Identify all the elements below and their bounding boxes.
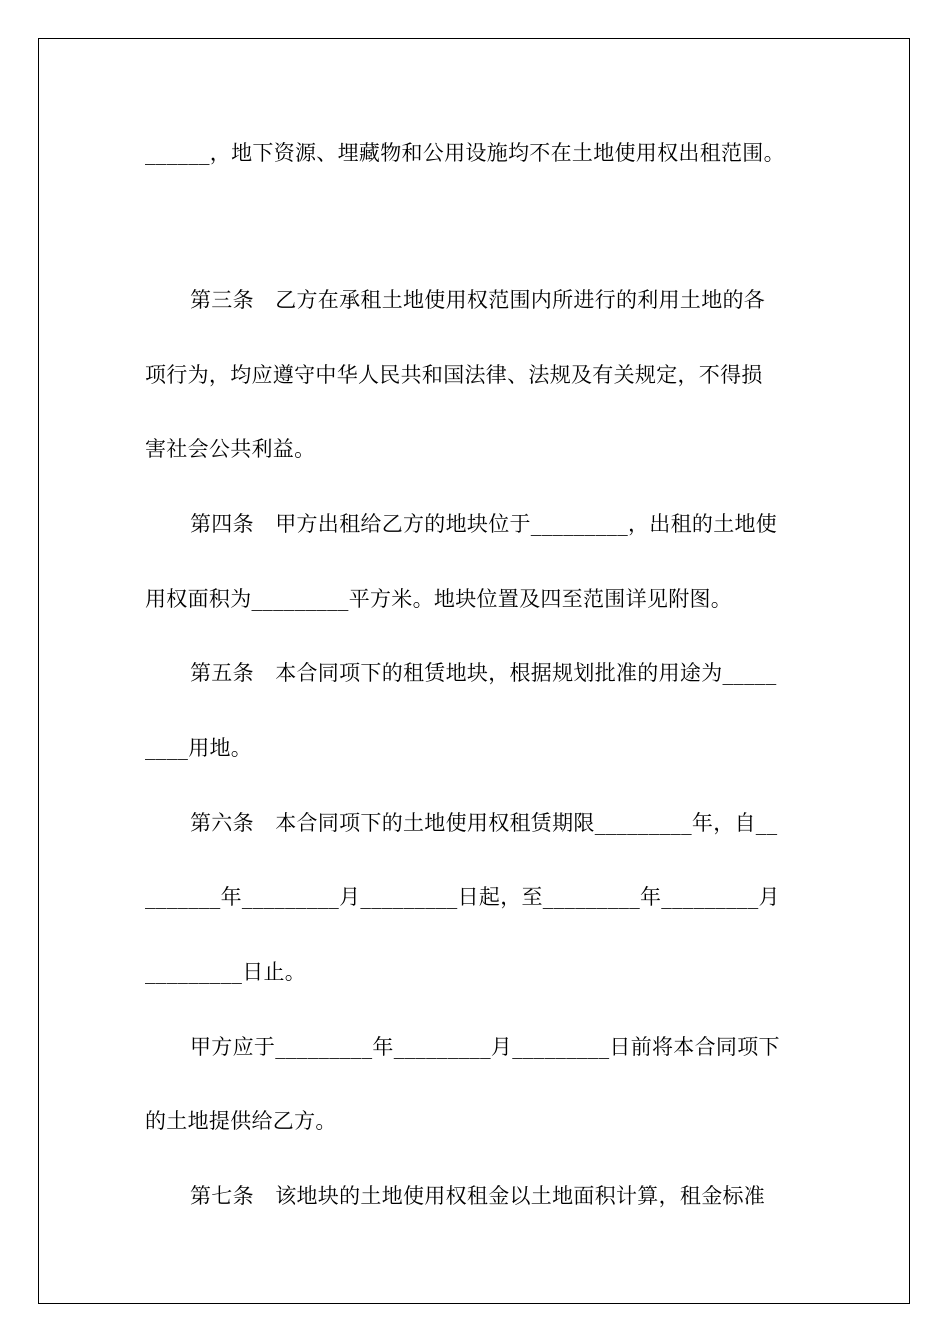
article-4-line-2: 用权面积为_________平方米。地块位置及四至范围详见附图。	[145, 587, 733, 611]
handover-line-1: 甲方应于_________年_________月_________日前将本合同项下	[190, 1035, 780, 1059]
article-5-line-2: ____用地。	[145, 736, 253, 760]
article-3-line-2: 项行为，均应遵守中华人民共和国法律、法规及有关规定，不得损	[145, 363, 763, 387]
article-7-line-1: 第七条 该地块的土地使用权租金以土地面积计算，租金标准	[190, 1184, 766, 1208]
article-6-line-2: _______年_________月_________日起，至_________年_________月	[145, 885, 780, 909]
text-line-1: ______，地下资源、埋藏物和公用设施均不在土地使用权出租范围。	[145, 141, 785, 165]
article-6-line-3: _________日止。	[145, 960, 307, 984]
article-5-line-1: 第五条 本合同项下的租赁地块，根据规划批准的用途为_____	[190, 661, 777, 685]
handover-line-2: 的土地提供给乙方。	[145, 1109, 337, 1133]
article-3-line-3: 害社会公共利益。	[145, 437, 316, 461]
article-4-line-1: 第四条 甲方出租给乙方的地块位于_________，出租的土地使	[190, 512, 778, 536]
article-3-line-1: 第三条 乙方在承租土地使用权范围内所进行的利用土地的各	[190, 288, 766, 312]
article-6-line-1: 第六条 本合同项下的土地使用权租赁期限_________年，自__	[190, 811, 778, 835]
